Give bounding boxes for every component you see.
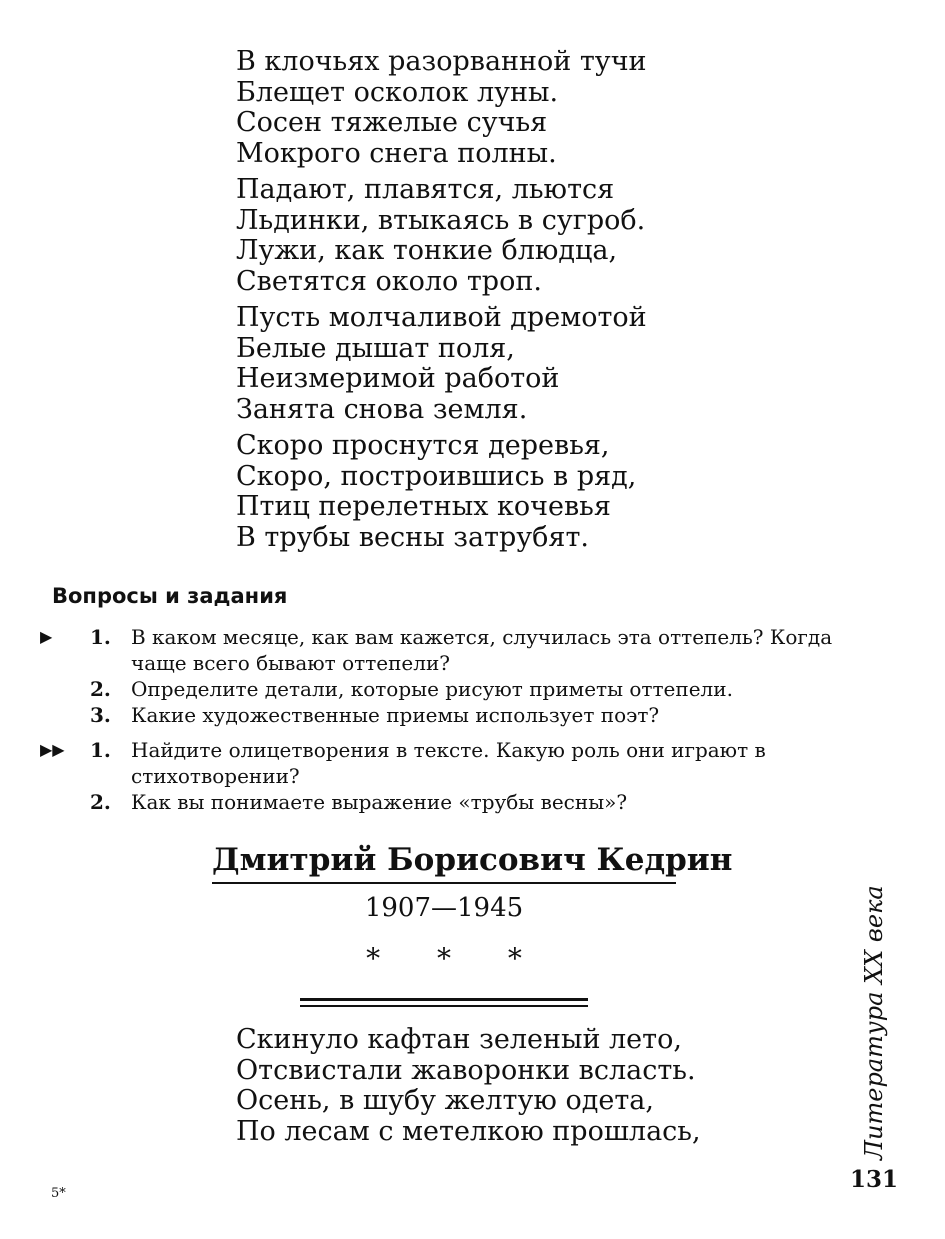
- double-arrow-icon: ▶▶: [40, 740, 65, 759]
- question-group-advanced: [0, 737, 945, 815]
- author-years: 1907—1945: [364, 893, 524, 923]
- question-group-basic: [0, 624, 945, 728]
- poem-line: Сосен тяжелые сучья: [236, 107, 548, 138]
- poem-line: Белые дышат поля,: [236, 332, 515, 364]
- poem-line: Неизмеримой работой: [236, 363, 560, 394]
- question-item: [0, 737, 945, 789]
- question-number: 2.: [90, 790, 111, 814]
- question-number: 1.: [90, 738, 111, 762]
- poem-line: По лесам с метелкою прошлась,: [236, 1115, 701, 1147]
- question-number: 1.: [90, 625, 111, 649]
- poem-line: Падают, плавятся, льются: [236, 174, 615, 205]
- poem-line: Пусть молчаливой дремотой: [236, 302, 647, 333]
- stanza: [236, 303, 647, 425]
- poem-line: Осень, в шубу желтую одета,: [236, 1085, 654, 1116]
- divider: [300, 998, 588, 1001]
- question-text: Найдите олицетворения в тексте. Какую роль они играют в стихотворении?: [131, 738, 766, 788]
- poem-line: В клочьях разорванной тучи: [236, 46, 647, 77]
- poem-line: В трубы весны затрубят.: [236, 521, 589, 553]
- poem-line: Льдинки, втыкаясь в сугроб.: [236, 204, 646, 236]
- question-text: Определите детали, которые рисуют приметы оттепели.: [131, 677, 733, 701]
- poem-line: Скинуло кафтан зеленый лето,: [236, 1024, 682, 1055]
- author-name: Дмитрий Борисович Кедрин: [212, 842, 676, 884]
- printer-signature: 5*: [51, 1186, 66, 1201]
- poem-line: Птиц перелетных кочевья: [236, 491, 611, 522]
- stanza: [236, 175, 647, 297]
- question-item: [0, 624, 945, 676]
- question-item: [0, 676, 945, 702]
- poem-line: Блещет осколок луны.: [236, 76, 559, 108]
- poem-line: Скоро, построившись в ряд,: [236, 460, 637, 492]
- questions-heading: Вопросы и задания: [52, 584, 288, 608]
- question-item: [0, 789, 945, 815]
- question-text: Какие художественные приемы использует поэт?: [131, 703, 660, 727]
- asterism: * * *: [366, 942, 546, 975]
- poem-kedrin: [236, 1025, 701, 1147]
- section-side-label: Литература XX века: [860, 885, 888, 1160]
- question-text: Как вы понимаете выражение «трубы весны»?: [131, 790, 628, 814]
- poem-line: Скоро проснутся деревья,: [236, 430, 610, 461]
- poem-line: Мокрого снега полны.: [236, 137, 557, 169]
- question-text: В каком месяце, как вам кажется, случилась эта оттепель? Когда чаще всего бывают оттепели?: [131, 625, 833, 675]
- question-number: 2.: [90, 677, 111, 701]
- page-number: 131: [850, 1166, 899, 1193]
- stanza: [236, 47, 647, 169]
- poem-line: Отсвистали жаворонки всласть.: [236, 1054, 696, 1086]
- question-item: [0, 702, 945, 728]
- poem-line: Занята снова земля.: [236, 393, 528, 425]
- single-arrow-icon: ▶: [40, 627, 53, 646]
- divider: [300, 1005, 588, 1007]
- poem-ottepel: [236, 47, 647, 559]
- poem-line: Светятся около троп.: [236, 265, 542, 297]
- question-number: 3.: [90, 703, 111, 727]
- stanza: [236, 431, 647, 553]
- poem-line: Лужи, как тонкие блюдца,: [236, 235, 618, 266]
